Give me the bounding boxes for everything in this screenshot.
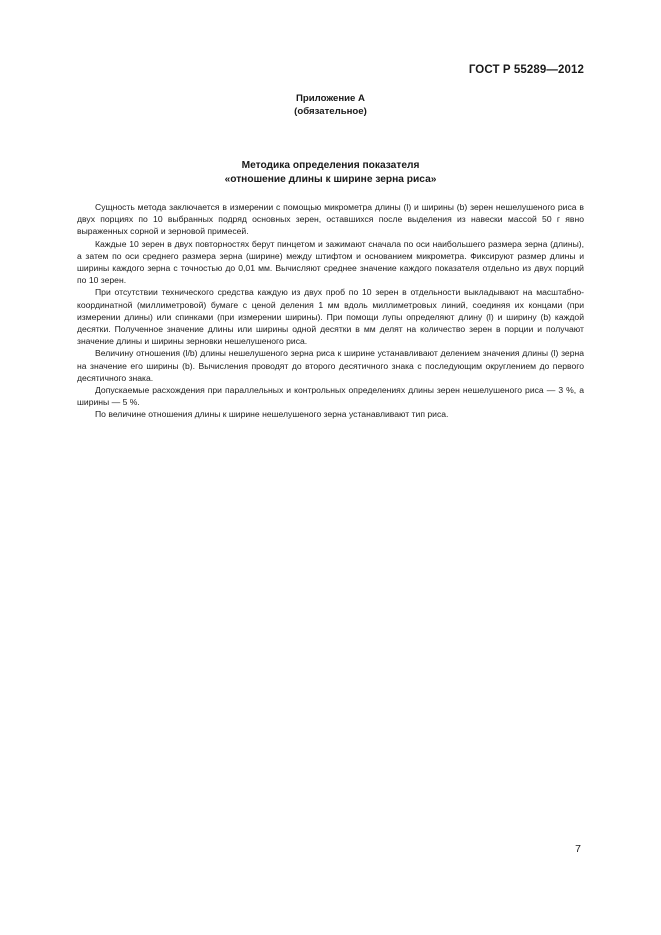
appendix-title: Приложение А <box>296 93 365 104</box>
section-title-line-2: «отношение длины к ширине зерна риса» <box>224 174 437 185</box>
paragraph: При отсутствии технического средства каждую из двух проб по 10 зерен в отдельности выкладывают на масштабно-координатной (миллиметровой) бумаге с ценой деления 1 мм вдоль миллиметровых линий, соединяя их концами (при измерении длины) или спинками (при измерении ширины). При помощи лупы определяют длину (l) и ширину (b) каждой десятки. Полученное значение длины или ширины одной десятки в мм делят на количество зерен в порции и получают значение длины и ширины зерновки нешелушеного риса. <box>77 287 584 347</box>
paragraph: Величину отношения (l/b) длины нешелушеного зерна риса к ширине устанавливают делением значения длины (l) зерна на значение его ширины (b). Вычисления проводят до второго десятичного знака с последующим округлением до первого десятичного знака. <box>77 348 584 383</box>
appendix-status: (обязательное) <box>294 106 367 117</box>
appendix-heading <box>0 92 661 118</box>
paragraph: По величине отношения длины к ширине нешелушеного зерна устанавливают тип риса. <box>95 409 449 420</box>
paragraph: Сущность метода заключается в измерении с помощью микрометра длины (l) и ширины (b) зерен нешелушеного риса в двух порциях по 10 выбранных подряд основных зерен, оставшихся после выделения из навески массой 50 г явно выраженных сорной и зерновой примесей. <box>77 202 584 237</box>
body-text <box>77 201 584 421</box>
section-title <box>0 159 661 187</box>
paragraph: Допускаемые расхождения при параллельных и контрольных определениях длины зерен нешелушеного риса — 3 %, а ширины — 5 %. <box>77 385 584 408</box>
section-title-line-1: Методика определения показателя <box>241 160 420 171</box>
page-number: 7 <box>575 843 581 855</box>
paragraph: Каждые 10 зерен в двух повторностях берут пинцетом и зажимают сначала по оси наибольшего размера зерна (длины), а затем по оси среднего размера зерна (ширине) между штифтом и основанием микрометра. Фиксируют размер длины и ширины каждого зерна с точностью до 0,01 мм. Вычисляют среднее значение каждого показателя отдельно из двух порций по 10 зерен. <box>77 238 584 286</box>
standard-code: ГОСТ Р 55289—2012 <box>468 64 584 76</box>
